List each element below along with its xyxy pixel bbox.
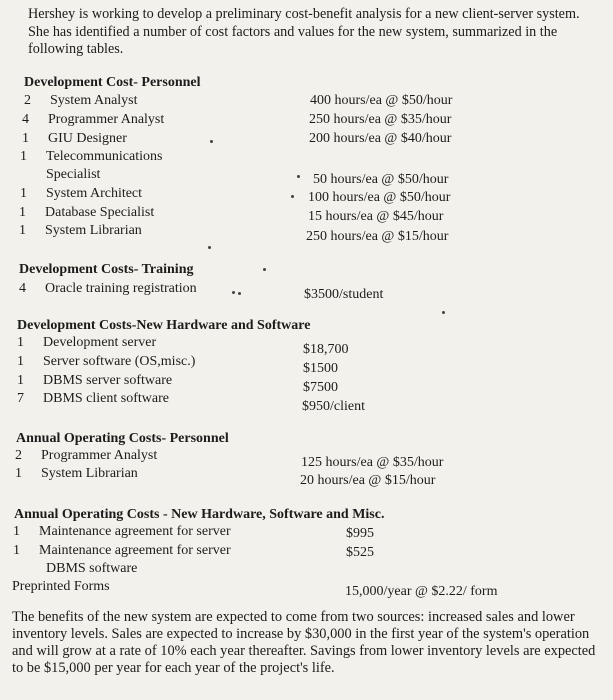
scan-speck xyxy=(238,292,241,295)
row-desc: Maintenance agreement for server xyxy=(39,543,231,558)
row-desc: Oracle training registration xyxy=(45,281,197,296)
row-desc: Database Specialist xyxy=(45,205,155,220)
preprinted-forms-label: Preprinted Forms xyxy=(12,579,110,594)
row-value: 100 hours/ea @ $50/hour xyxy=(308,190,451,205)
op-hardware-heading: Annual Operating Costs - New Hardware, Software and Misc. xyxy=(14,507,385,522)
row-qty: 1 xyxy=(22,131,29,146)
row-qty: 1 xyxy=(17,335,24,350)
row-qty: 1 xyxy=(19,223,26,238)
row-qty: 1 xyxy=(19,205,26,220)
row-value: $995 xyxy=(346,526,374,541)
intro-paragraph: Hershey is working to develop a preliminary cost-benefit analysis for a new client-server system. She has identified a number of cost factors and values for the new system, summarized in the following tables. xyxy=(28,6,580,57)
row-desc: DBMS server software xyxy=(43,373,173,388)
row-desc: Telecommunications xyxy=(46,149,163,164)
row-desc-continued: DBMS software xyxy=(46,561,138,576)
row-qty: 1 xyxy=(20,186,27,201)
row-value: 250 hours/ea @ $15/hour xyxy=(306,229,449,244)
row-value: 20 hours/ea @ $15/hour xyxy=(300,473,436,488)
row-desc: System Librarian xyxy=(41,466,138,481)
row-value: 250 hours/ea @ $35/hour xyxy=(309,112,452,127)
row-value: $525 xyxy=(346,545,374,560)
row-desc: Development server xyxy=(43,335,157,350)
row-qty: 1 xyxy=(17,354,24,369)
dev-personnel-heading: Development Cost- Personnel xyxy=(24,75,201,90)
row-qty: 1 xyxy=(20,149,27,164)
row-qty: 1 xyxy=(17,373,24,388)
row-qty: 2 xyxy=(15,448,22,463)
row-value: 50 hours/ea @ $50/hour xyxy=(313,172,449,187)
row-qty: 1 xyxy=(15,466,22,481)
dev-hardware-heading: Development Costs-New Hardware and Software xyxy=(17,318,311,333)
row-desc: Programmer Analyst xyxy=(41,448,158,463)
scan-speck xyxy=(210,140,213,143)
row-desc: System Architect xyxy=(46,186,143,201)
row-desc-continued: Specialist xyxy=(46,167,101,182)
row-value: $3500/student xyxy=(304,287,384,302)
scan-speck xyxy=(442,311,445,314)
row-desc: Programmer Analyst xyxy=(48,112,165,127)
row-value: 15 hours/ea @ $45/hour xyxy=(308,209,444,224)
row-value: 200 hours/ea @ $40/hour xyxy=(309,131,452,146)
preprinted-forms-value: 15,000/year @ $2.22/ form xyxy=(345,584,498,599)
op-personnel-heading: Annual Operating Costs- Personnel xyxy=(16,431,229,446)
row-value: 400 hours/ea @ $50/hour xyxy=(310,93,453,108)
row-value: $7500 xyxy=(303,380,338,395)
row-desc: Server software (OS,misc.) xyxy=(43,354,196,369)
row-desc: GIU Designer xyxy=(48,131,127,146)
scan-speck xyxy=(263,268,266,271)
row-desc: Maintenance agreement for server xyxy=(39,524,231,539)
scan-speck xyxy=(208,246,211,249)
row-value: $950/client xyxy=(302,399,365,414)
row-qty: 7 xyxy=(17,391,24,406)
row-desc: DBMS client software xyxy=(43,391,169,406)
row-desc: System Analyst xyxy=(50,93,138,108)
row-value: 125 hours/ea @ $35/hour xyxy=(301,455,444,470)
scan-speck xyxy=(297,175,300,178)
row-qty: 1 xyxy=(13,543,20,558)
row-qty: 1 xyxy=(13,524,20,539)
row-value: $18,700 xyxy=(303,342,349,357)
row-qty: 2 xyxy=(24,93,31,108)
row-desc: System Librarian xyxy=(45,223,142,238)
dev-training-heading: Development Costs- Training xyxy=(19,262,194,277)
row-value: $1500 xyxy=(303,361,338,376)
scan-speck xyxy=(232,291,235,294)
scan-speck xyxy=(291,195,294,198)
row-qty: 4 xyxy=(19,281,26,296)
row-qty: 4 xyxy=(22,112,29,127)
benefits-paragraph: The benefits of the new system are expected to come from two sources: increased sales and lower inventory levels. Sales are expected to increase by $30,000 in the first year of the system's operation and will grow at a rate of 10% each year thereafter. Savings from lower inventory levels are expected to be $15,000 per year for each year of the project's life. xyxy=(12,609,596,676)
